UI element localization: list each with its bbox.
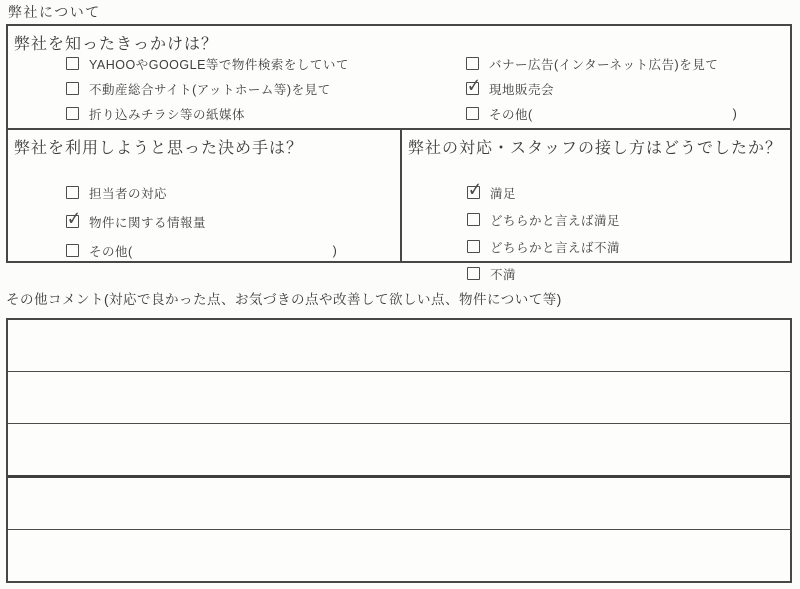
page-title: 弊社について: [8, 4, 101, 20]
question-heading: 弊社を知ったきっかけは？: [14, 36, 219, 53]
paren-close: ): [732, 106, 738, 121]
checkbox-option: [467, 234, 620, 259]
checkbox-option: [466, 51, 737, 76]
checkbox-label: 不動産総合サイト(アットホーム等)を見て: [89, 82, 331, 97]
checkbox-option: [467, 207, 620, 232]
q2-options: [66, 180, 337, 263]
question-heading: 弊社を利用しようと思った決め手は？: [14, 140, 304, 157]
checkbox[interactable]: [466, 74, 482, 97]
checkbox[interactable]: [466, 57, 479, 70]
checkmark-icon: ✓: [466, 74, 482, 97]
checkbox-option: [66, 101, 349, 126]
checkbox[interactable]: [66, 82, 79, 95]
checkbox[interactable]: [467, 240, 480, 253]
comment-box: [6, 318, 792, 583]
checkmark-icon: ✓: [66, 207, 82, 230]
checkbox-label: 折り込みチラシ等の紙媒体: [89, 107, 246, 122]
comment-section-heading: その他コメント(対応で良かった点、お気づきの点や改善して欲しい点、物件について等): [6, 292, 562, 307]
checkbox-label: その他(: [89, 244, 133, 259]
comment-row[interactable]: [8, 529, 790, 581]
checkbox-label: その他(: [489, 107, 533, 122]
checkmark-icon: ✓: [467, 178, 483, 201]
checkbox-label: どちらかと言えば満足: [490, 213, 621, 228]
checkbox-option: [466, 76, 737, 101]
checkbox-option: [467, 261, 620, 286]
checkbox[interactable]: [66, 186, 79, 199]
comment-row[interactable]: [8, 320, 790, 371]
checkbox-option: [66, 209, 337, 234]
checkbox[interactable]: [467, 178, 483, 201]
question-cell-staff-satisfaction: [402, 130, 790, 282]
checkbox-label: どちらかと言えば不満: [490, 240, 621, 255]
checkbox-option: [467, 180, 620, 205]
survey-question-table: [6, 24, 792, 282]
checkbox-option: [66, 76, 349, 101]
question-cell-deciding-factor: [8, 130, 402, 261]
checkbox-label: 現地販売会: [489, 82, 555, 97]
comment-row[interactable]: [8, 423, 790, 475]
checkbox-label: 不満: [490, 267, 517, 282]
checkbox[interactable]: [66, 207, 82, 230]
checkbox-option-other: [66, 238, 337, 263]
checkbox-label: 満足: [490, 186, 517, 201]
comment-row[interactable]: [8, 475, 790, 529]
paren-close: ): [332, 243, 338, 258]
question-heading: 弊社の対応・スタッフの接し方はどうでしたか？: [408, 140, 783, 157]
checkbox-label: 物件に関する情報量: [89, 215, 207, 230]
checkbox-option-other: [466, 101, 737, 126]
q1-right-options: [466, 51, 737, 126]
checkbox-option: [66, 180, 337, 205]
checkbox-option: [66, 51, 349, 76]
checkbox[interactable]: [467, 267, 480, 280]
checkbox[interactable]: [467, 213, 480, 226]
checkbox[interactable]: [466, 107, 479, 120]
q1-left-options: [66, 51, 349, 126]
checkbox-label: YAHOOやGOOGLE等で物件検索をしていて: [89, 57, 349, 72]
checkbox[interactable]: [66, 244, 79, 257]
checkbox[interactable]: [66, 57, 79, 70]
checkbox-label: 担当者の対応: [89, 186, 168, 201]
question-cell-how-found-us: [8, 26, 790, 130]
checkbox[interactable]: [66, 107, 79, 120]
q3-options: [467, 180, 620, 286]
comment-row[interactable]: [8, 371, 790, 423]
checkbox-label: バナー広告(インターネット広告)を見て: [489, 57, 719, 72]
